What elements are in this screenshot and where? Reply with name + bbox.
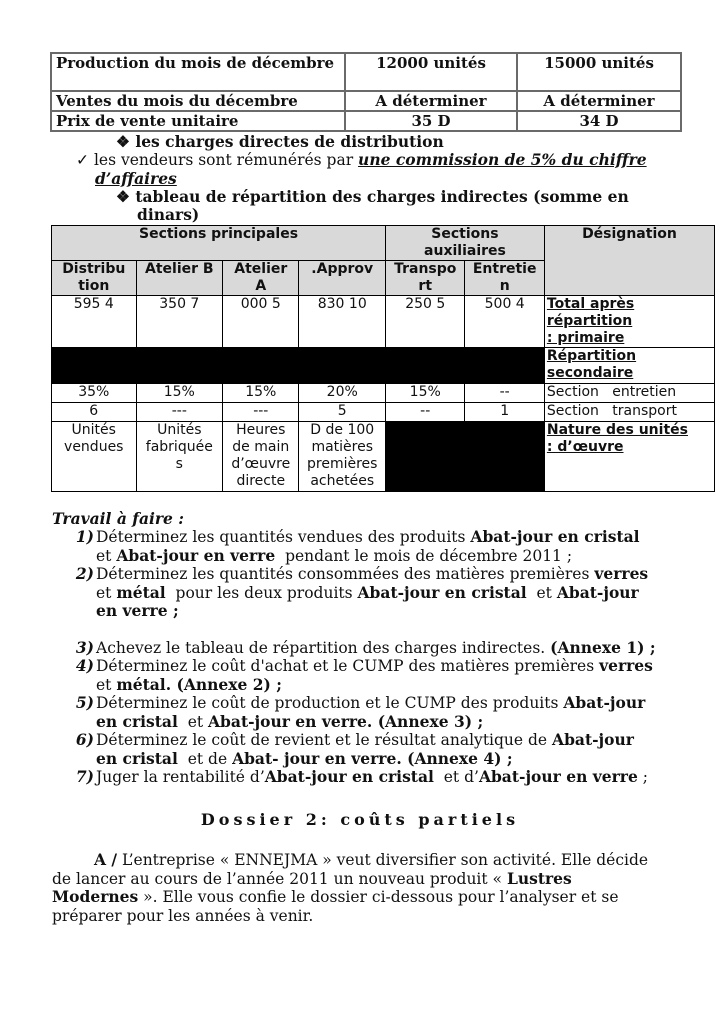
cell: D de 100 matières premières achetées <box>299 422 386 492</box>
diamond-icon: ❖ <box>116 187 130 206</box>
cell: 1 <box>465 403 544 422</box>
cell: A déterminer <box>517 91 681 111</box>
cell: 000 5 <box>223 296 299 348</box>
cell: 250 5 <box>386 296 465 348</box>
cell: --- <box>136 403 223 422</box>
cell: Unités vendues <box>52 422 137 492</box>
col-atelier-a: Atelier A <box>223 261 299 296</box>
cell: 15% <box>136 384 223 403</box>
col-entretien: Entretie n <box>465 261 544 296</box>
row-label: Prix de vente unitaire <box>51 111 345 131</box>
question-6: 6) Déterminez le coût de revient et le résultat analytique de Abat-jour en cristal et de Abat- jour en verre. (Annexe 4) ; <box>75 730 634 768</box>
cell: Heures de main d’œuvre directe <box>223 422 299 492</box>
cell: 15% <box>386 384 465 403</box>
question-1: 1) Déterminez les quantités vendues des produits Abat-jour en cristal et Abat-jour en verre pendant le mois de décembre 2011 ; <box>75 527 640 565</box>
cell: 6 <box>52 403 137 422</box>
header-auxiliaires: Sections auxiliaires <box>386 226 545 261</box>
blackout-nature <box>386 422 545 492</box>
questions <box>52 528 712 787</box>
cell: Unités fabriquée s <box>136 422 223 492</box>
cell: --- <box>223 403 299 422</box>
check-icon: ✓ <box>76 151 89 169</box>
travail-title: Travail à faire : <box>52 509 185 528</box>
cell: 350 7 <box>136 296 223 348</box>
cell: -- <box>386 403 465 422</box>
cell: 15000 unités <box>517 53 681 91</box>
bullet-tableau-cont: dinars) <box>137 205 200 224</box>
cell: 595 4 <box>52 296 137 348</box>
diamond-icon: ❖ <box>116 132 130 151</box>
cell: 12000 unités <box>345 53 517 91</box>
cell: 500 4 <box>465 296 544 348</box>
cell: 5 <box>299 403 386 422</box>
cell: 20% <box>299 384 386 403</box>
cell: 35% <box>52 384 137 403</box>
header-principales: Sections principales <box>52 226 386 261</box>
cell: 830 10 <box>299 296 386 348</box>
dossier-2-paragraph: A / L’entreprise « ENNEJMA » veut diversifier son activité. Elle décide de lancer au cours de l’année 2011 un nouveau produit « Lustres Modernes ». Elle vous confie le dossier ci-dessous pour l’analyser et se préparer pour les années à venir. <box>52 850 649 925</box>
col-distribution: Distribu tion <box>52 261 137 296</box>
label-transport: Section transport <box>544 403 714 422</box>
bullet-vendeurs-cont: d’affaires <box>95 169 177 188</box>
header-designation: Désignation <box>544 226 714 296</box>
dossier-2-title: Dossier 2: coûts partiels <box>200 810 520 829</box>
cell: A déterminer <box>345 91 517 111</box>
blackout-secondaire <box>52 348 545 384</box>
bullet-distribution: ❖ les charges directes de distribution <box>116 132 444 151</box>
question-5: 5) Déterminez le coût de production et le CUMP des produits Abat-jour en cristal et Abat-jour en verre. (Annexe 3) ; <box>75 693 646 731</box>
question-7: 7) Juger la rentabilité d’Abat-jour en cristal et d’Abat-jour en verre ; <box>75 767 648 786</box>
label-secondaire: Répartition secondaire <box>544 348 714 384</box>
question-2: 2) Déterminez les quantités consommées des matières premières verres et métal pour les deux produits Abat-jour en cristal et Abat-jour en verre ; <box>75 564 649 620</box>
row-label: Production du mois de décembre <box>51 53 345 91</box>
bullet-vendeurs: ✓ les vendeurs sont rémunérés par une commission de 5% du chiffre <box>76 150 647 169</box>
cell: 15% <box>223 384 299 403</box>
question-3: 3) Achevez le tableau de répartition des charges indirectes. (Annexe 1) ; <box>75 637 656 657</box>
cell: 35 D <box>345 111 517 131</box>
repartition-table <box>51 225 715 492</box>
col-atelier-b: Atelier B <box>136 261 223 296</box>
col-approv: .Approv <box>299 261 386 296</box>
question-4: 4) Déterminez le coût d'achat et le CUMP des matières premières verres et métal. (Annexe 2) ; <box>75 656 653 694</box>
production-table <box>50 52 682 132</box>
label-entretien: Section entretien <box>544 384 714 403</box>
bullet-tableau: ❖ tableau de répartition des charges indirectes (somme en <box>116 187 629 206</box>
label-primaire: Total après répartition : primaire <box>544 296 714 348</box>
col-transport: Transpo rt <box>386 261 465 296</box>
row-label: Ventes du mois du décembre <box>51 91 345 111</box>
cell: -- <box>465 384 544 403</box>
cell: 34 D <box>517 111 681 131</box>
label-nature: Nature des unités : d’œuvre <box>544 422 714 492</box>
